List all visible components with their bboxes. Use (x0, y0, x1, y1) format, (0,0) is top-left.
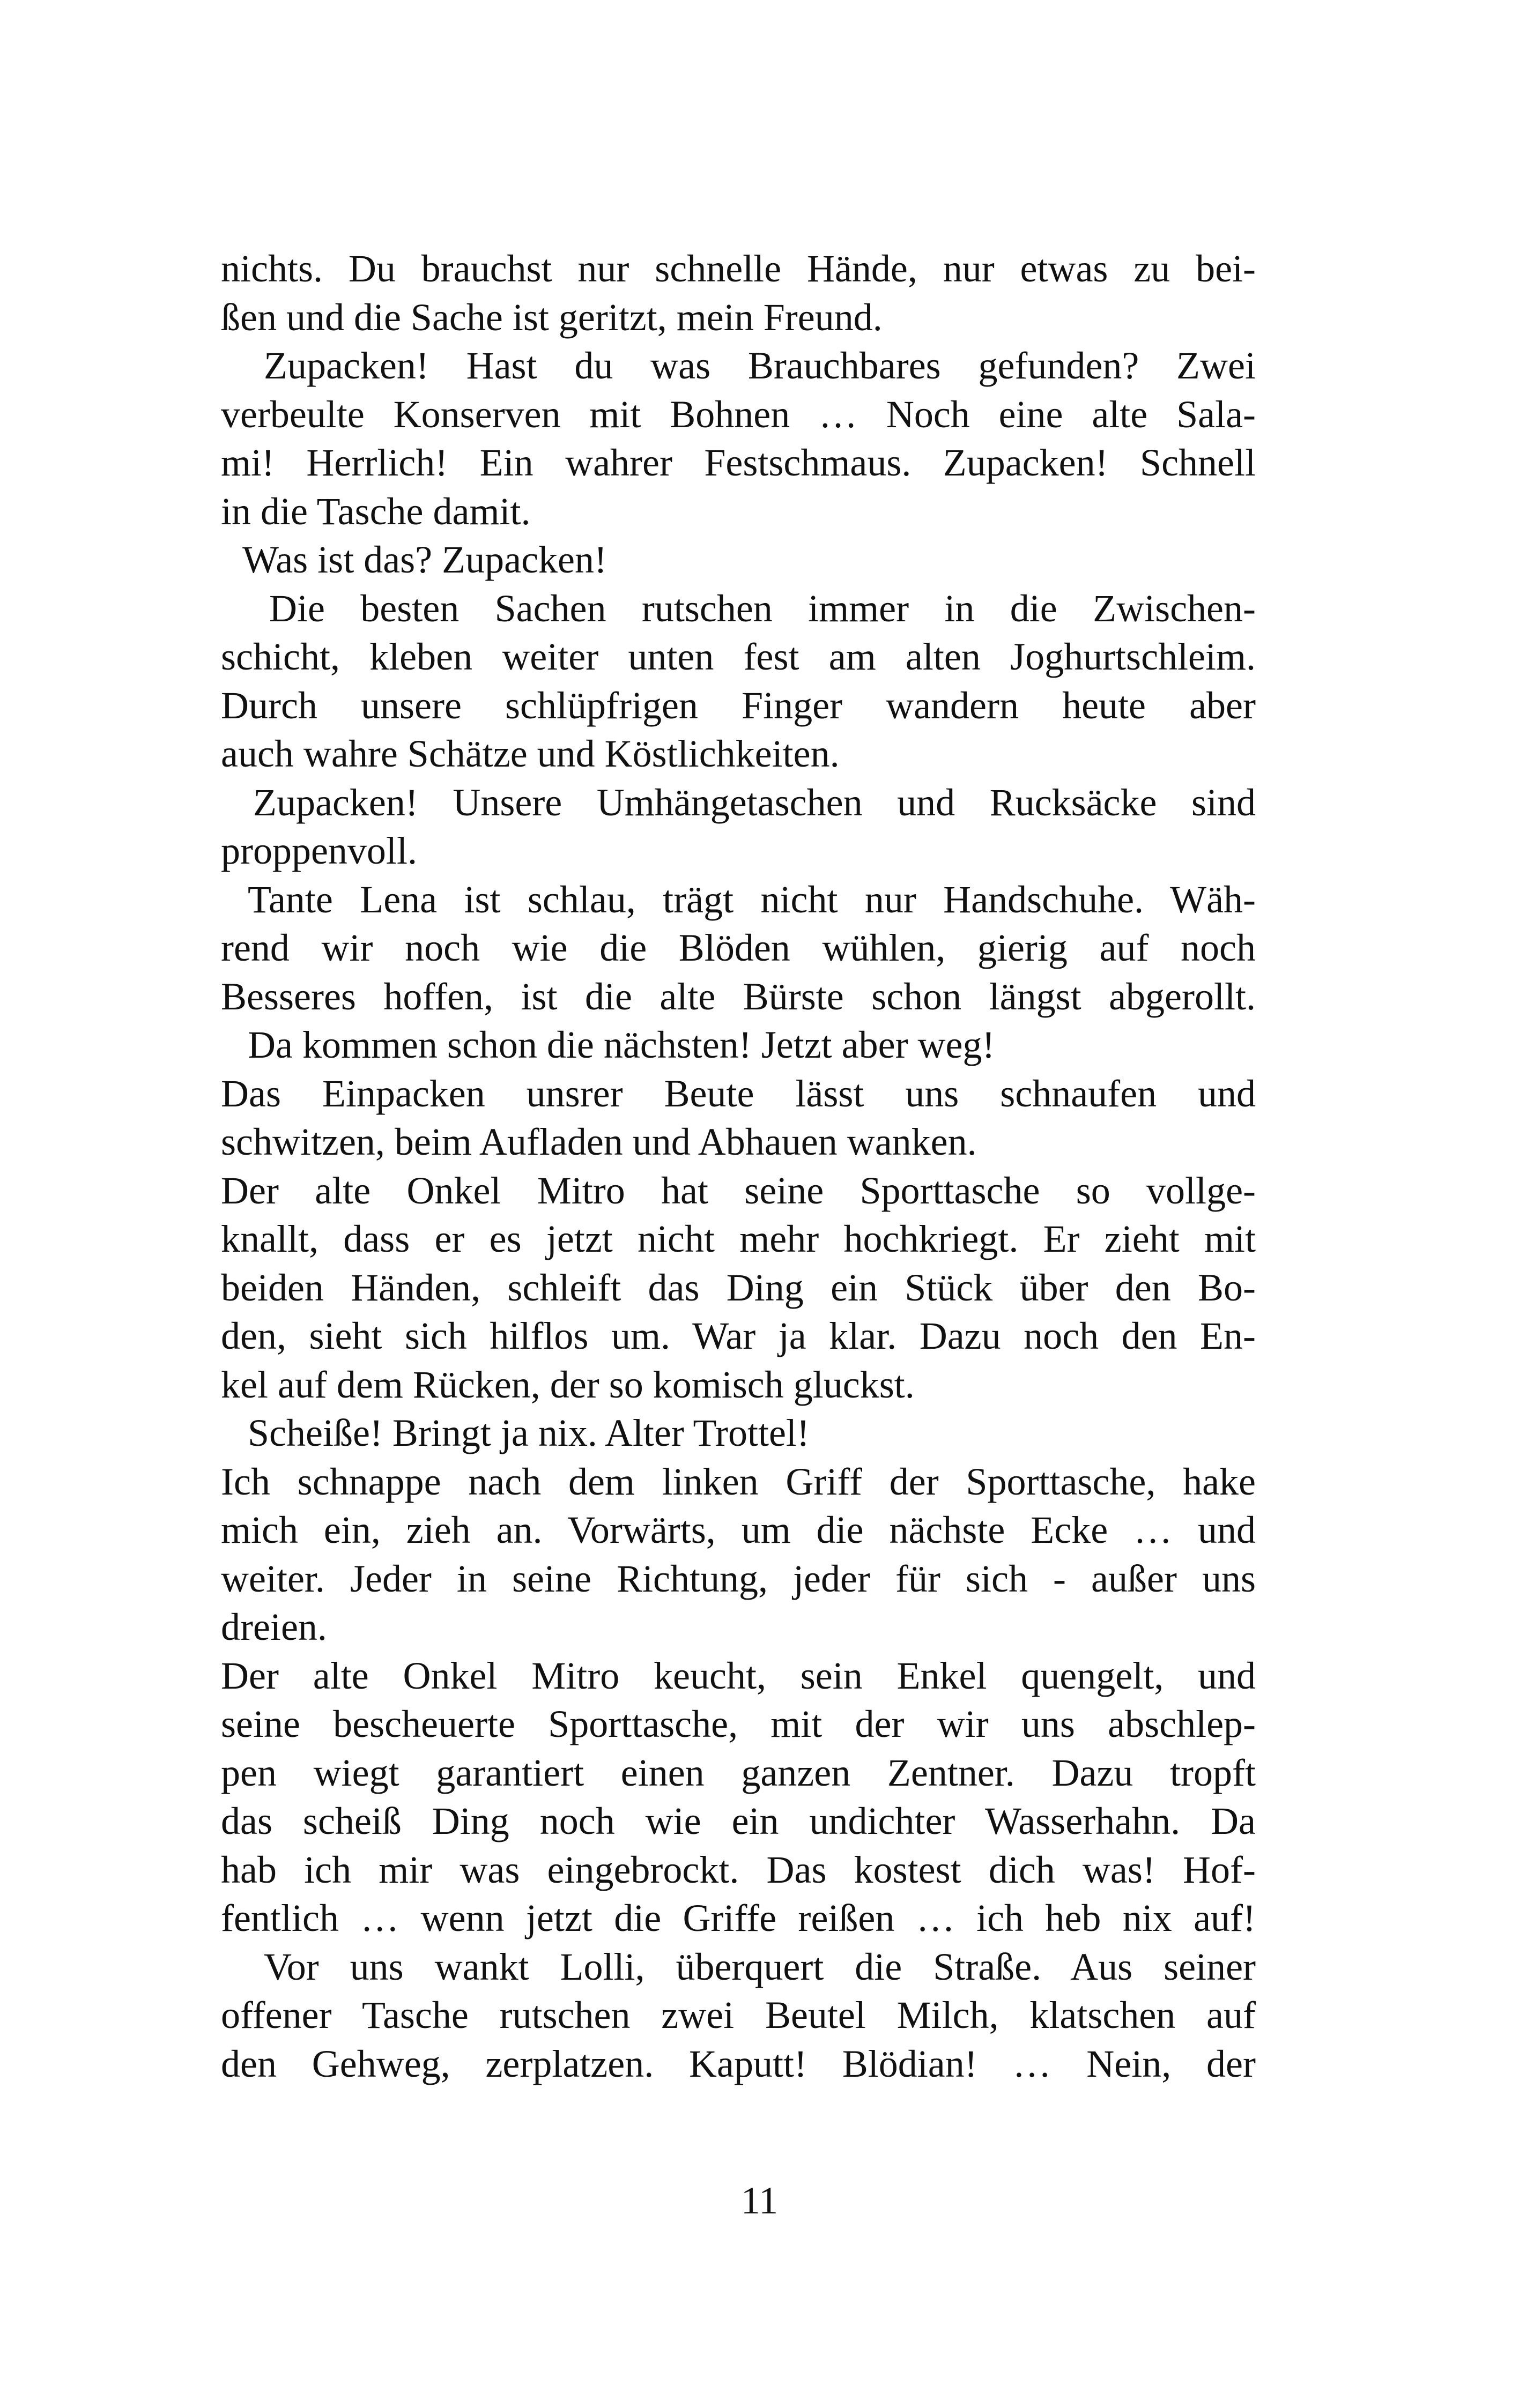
text-line: schicht, kleben weiter unten fest am alten Joghurtschleim. (221, 635, 1256, 678)
text-line: Ich schnappe nach dem linken Griff der Sporttasche, hake (221, 1460, 1256, 1503)
text-line: mich ein, zieh an. Vorwärts, um die nächste Ecke … und (221, 1508, 1256, 1551)
text-line: Besseres hoffen, ist die alte Bürste schon längst abgerollt. (221, 975, 1256, 1018)
text-line: ßen und die Sache ist geritzt, mein Freund. (221, 295, 883, 339)
text-line: den, sieht sich hilflos um. War ja klar. Dazu noch den En- (221, 1314, 1256, 1357)
page-number: 11 (740, 2179, 779, 2222)
text-line: verbeulte Konserven mit Bohnen … Noch eine alte Sala- (221, 392, 1256, 436)
text-line: Was ist das? Zupacken! (242, 538, 607, 581)
text-line: Zupacken! Hast du was Brauchbares gefunden? Zwei (264, 344, 1256, 387)
text-line: Der alte Onkel Mitro hat seine Sporttasche so vollge- (221, 1169, 1256, 1212)
text-line: das scheiß Ding noch wie ein undichter Wasserhahn. Da (221, 1800, 1256, 1842)
text-line: proppenvoll. (221, 829, 417, 872)
text-line: kel auf dem Rücken, der so komisch gluckst. (221, 1363, 915, 1406)
text-line: Der alte Onkel Mitro keucht, sein Enkel quengelt, und (221, 1654, 1256, 1697)
text-line: Die besten Sachen rutschen immer in die Zwischen- (269, 586, 1256, 630)
text-line: Scheiße! Bringt ja nix. Alter Trottel! (248, 1411, 810, 1454)
text-line: beiden Händen, schleift das Ding ein Stück über den Bo- (221, 1266, 1256, 1309)
text-line: Vor uns wankt Lolli, überquert die Straße. Aus seiner (264, 1945, 1256, 1988)
text-line: rend wir noch wie die Blöden wühlen, gierig auf noch (221, 926, 1256, 969)
text-line: den Gehweg, zerplatzen. Kaputt! Blödian! … Nein, der (221, 2042, 1256, 2085)
text-line: hab ich mir was eingebrockt. Das kostest dich was! Hof- (221, 1848, 1256, 1891)
text-line: Durch unsere schlüpfrigen Finger wandern heute aber (221, 683, 1256, 727)
text-line: Da kommen schon die nächsten! Jetzt aber weg! (248, 1023, 995, 1066)
body-text (221, 244, 1256, 2088)
text-line: Tante Lena ist schlau, trägt nicht nur Handschuhe. Wäh- (248, 878, 1256, 921)
text-line: Das Einpacken unsrer Beute lässt uns schnaufen und (221, 1072, 1256, 1115)
text-line: knallt, dass er es jetzt nicht mehr hochkriegt. Er zieht mit (221, 1217, 1256, 1260)
text-line: mi! Herrlich! Ein wahrer Festschmaus. Zupacken! Schnell (221, 441, 1256, 484)
text-line: fentlich … wenn jetzt die Griffe reißen … ich heb nix auf! (221, 1897, 1256, 1939)
text-line: dreien. (221, 1606, 327, 1648)
text-line: schwitzen, beim Aufladen und Abhauen wanken. (221, 1120, 977, 1163)
text-line: auch wahre Schätze und Köstlichkeiten. (221, 732, 840, 775)
text-line: Zupacken! Unsere Umhängetaschen und Rucksäcke sind (253, 781, 1256, 824)
text-line: nichts. Du brauchst nur schnelle Hände, nur etwas zu bei- (221, 247, 1256, 290)
text-line: offener Tasche rutschen zwei Beutel Milch, klatschen auf (221, 1994, 1256, 2037)
text-line: pen wiegt garantiert einen ganzen Zentner. Dazu tropft (221, 1751, 1256, 1794)
text-line: in die Tasche damit. (221, 489, 531, 533)
text-line: seine bescheuerte Sporttasche, mit der wir uns abschlep- (221, 1703, 1256, 1745)
text-line: weiter. Jeder in seine Richtung, jeder für sich - außer uns (221, 1557, 1256, 1600)
